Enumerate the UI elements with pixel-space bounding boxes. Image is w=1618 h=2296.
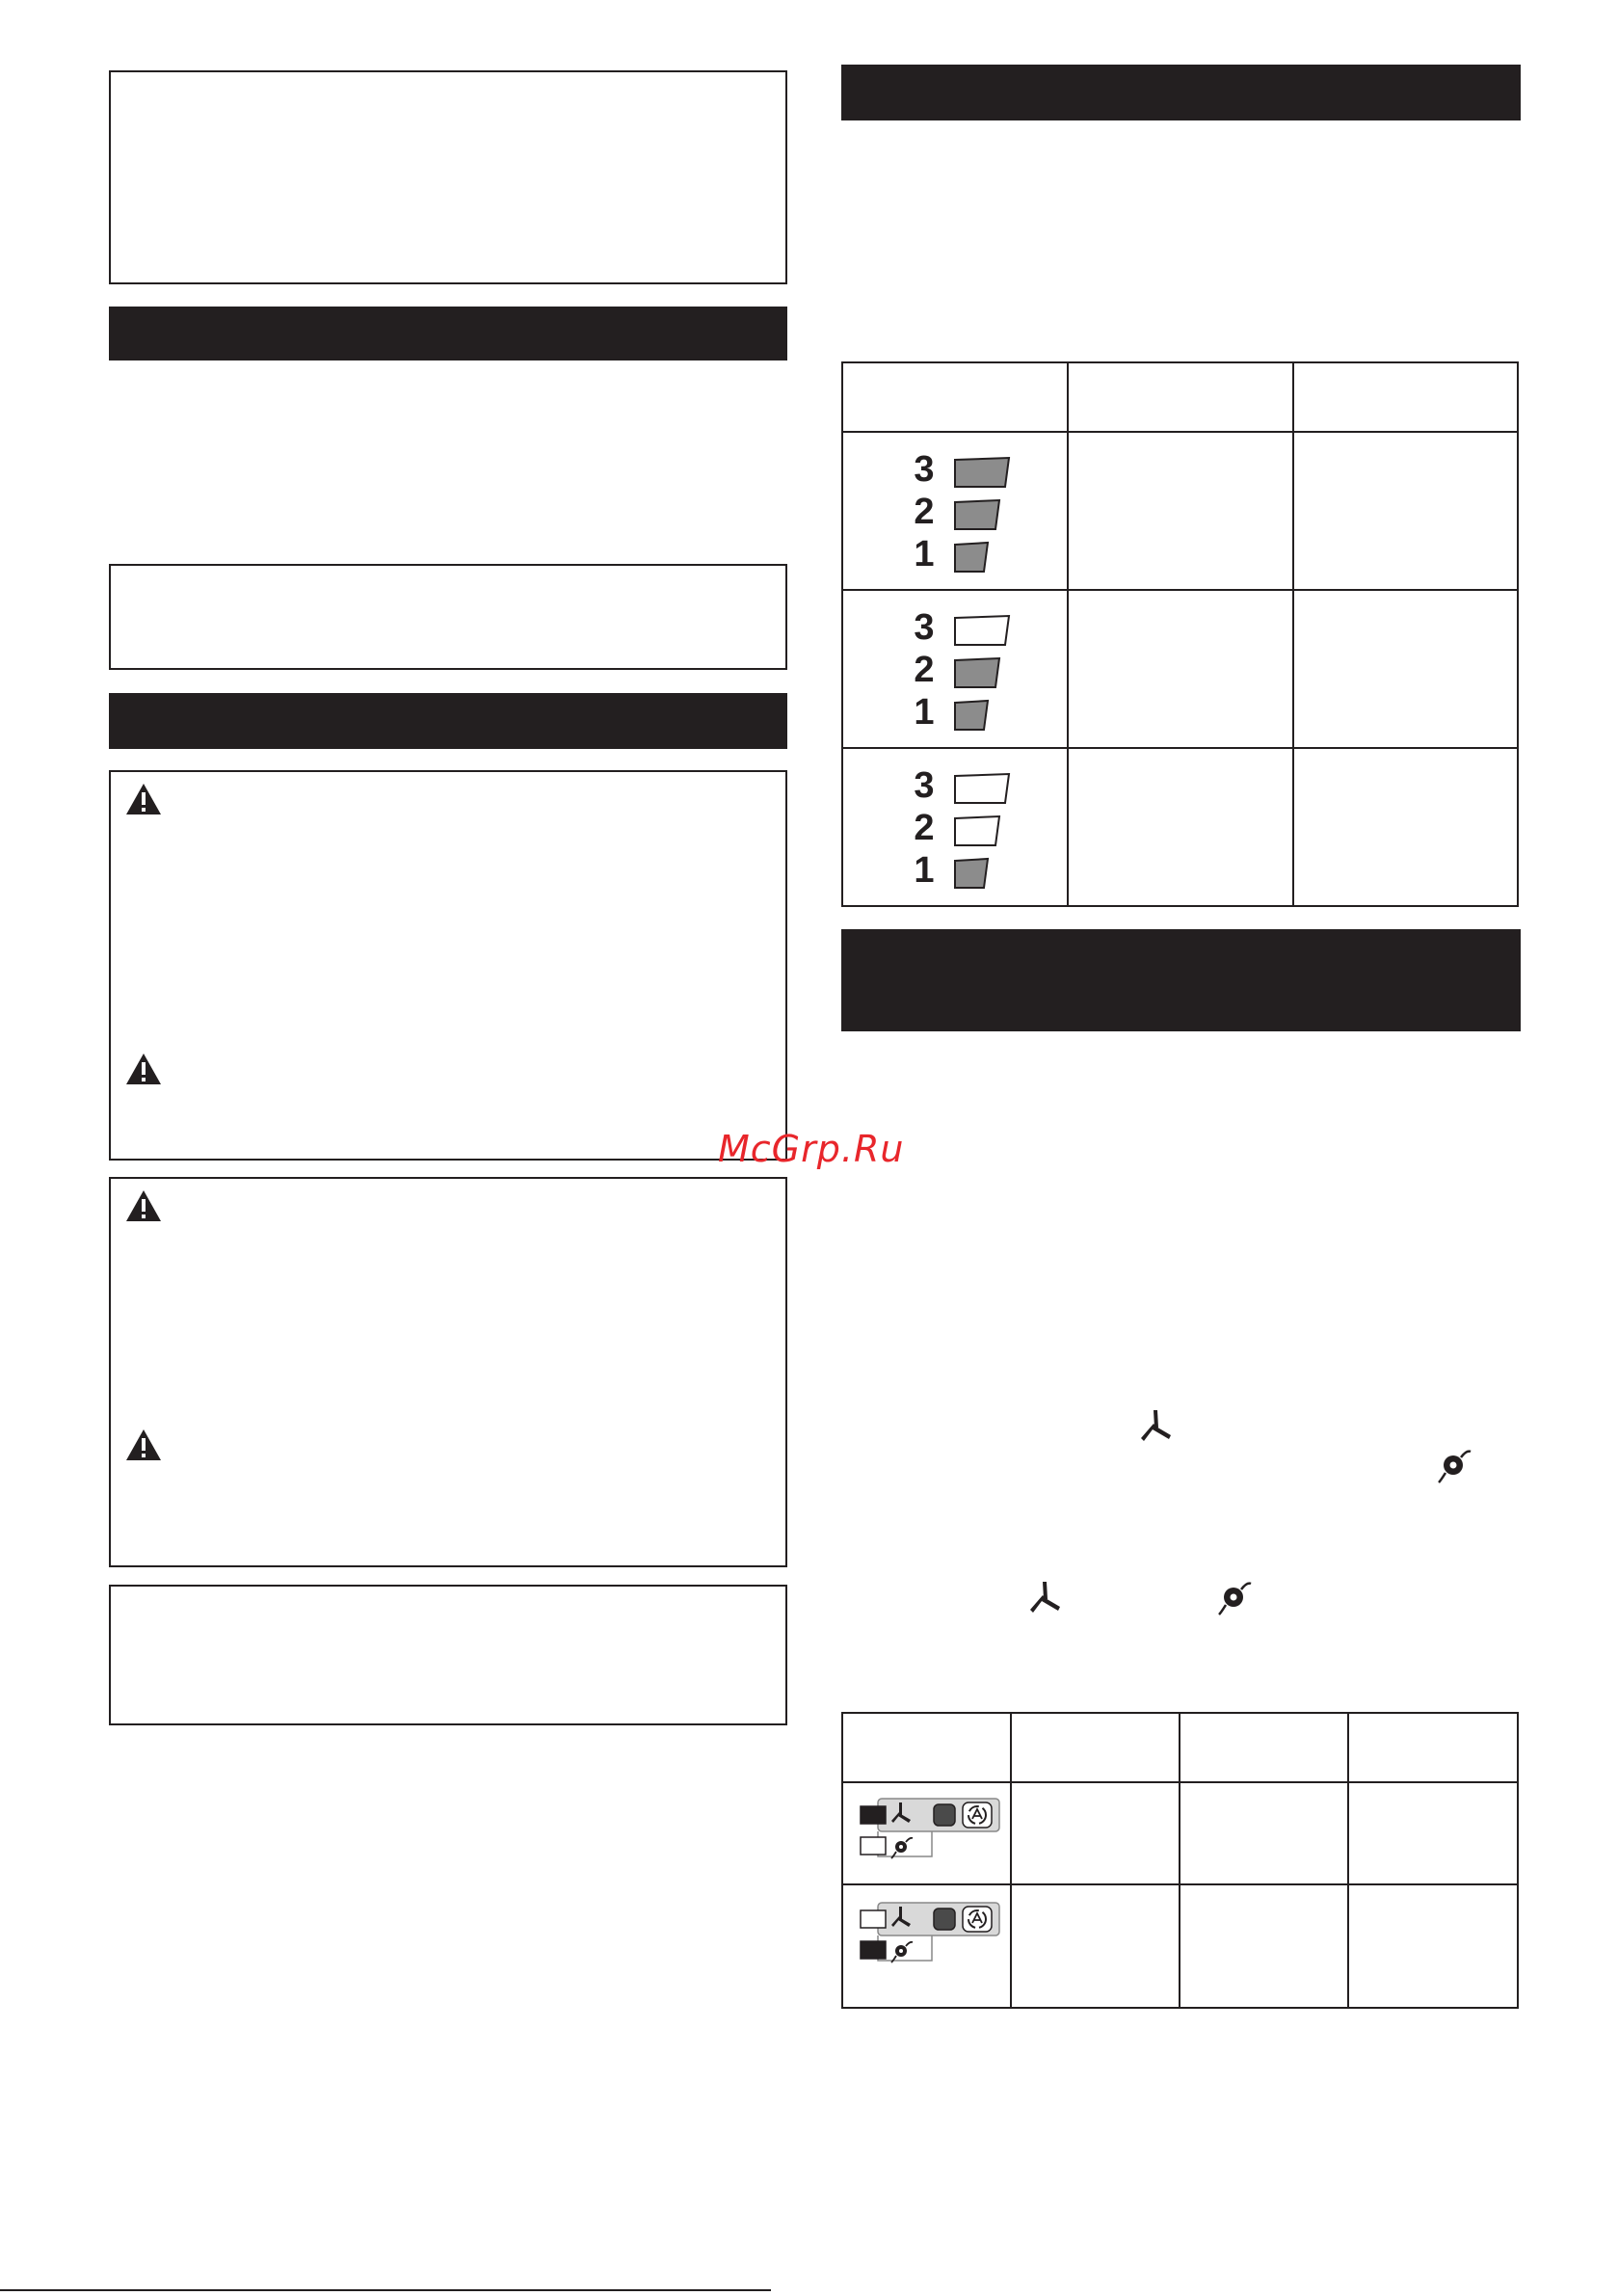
level-number: 1 xyxy=(914,534,935,574)
battery-level-row xyxy=(911,809,997,851)
battery-level-indicator xyxy=(953,772,1011,805)
battery-level-row xyxy=(911,851,997,894)
three-blade-icon xyxy=(1140,1408,1173,1445)
battery-capacity-table xyxy=(841,361,1519,907)
battery-level-row xyxy=(911,766,997,809)
level-number: 3 xyxy=(914,449,935,490)
table-cell xyxy=(1010,1883,1180,2009)
mode-panel-diagram xyxy=(857,1795,1001,1864)
table-cell xyxy=(1292,589,1519,749)
cord-mode-lamp xyxy=(861,1941,886,1959)
battery-indicator-group xyxy=(911,608,997,735)
table-header-cell xyxy=(1179,1712,1349,1783)
battery-level-row xyxy=(911,493,997,535)
nylon-cord-head-icon xyxy=(891,1838,913,1858)
auto-mode-icon xyxy=(963,1907,992,1932)
table-cell xyxy=(1010,1781,1180,1885)
table-cell xyxy=(1347,1781,1519,1885)
level-number: 2 xyxy=(914,492,935,532)
warning-box-1 xyxy=(109,770,787,1161)
table-header-cell xyxy=(841,1712,1012,1783)
battery-level-indicator xyxy=(953,541,990,574)
footer-rule xyxy=(0,2289,771,2291)
section-heading-bar-3 xyxy=(841,65,1521,120)
warning-triangle-icon xyxy=(124,1052,163,1086)
nylon-cord-head-icon xyxy=(1438,1446,1472,1484)
level-number: 3 xyxy=(914,765,935,806)
battery-level-indicator xyxy=(953,498,1001,531)
battery-level-indicator xyxy=(953,699,990,732)
mode-panel-diagram xyxy=(857,1899,1001,1968)
note-box-bottom xyxy=(109,1585,787,1725)
level-number: 2 xyxy=(914,808,935,848)
warning-box-2 xyxy=(109,1177,787,1567)
watermark: McGrp.Ru xyxy=(718,1128,905,1170)
level-number: 1 xyxy=(914,850,935,891)
table-cell xyxy=(1179,1781,1349,1885)
nylon-cord-head-icon xyxy=(1218,1578,1253,1616)
table-cell xyxy=(1347,1883,1519,2009)
blade-mode-lamp xyxy=(861,1910,886,1928)
battery-level-indicator xyxy=(953,456,1011,489)
battery-level-row xyxy=(911,450,997,493)
battery-level-row xyxy=(911,651,997,693)
table-header-cell xyxy=(1292,361,1519,433)
three-blade-icon xyxy=(1029,1580,1062,1616)
warning-triangle-icon xyxy=(124,1188,163,1223)
table-header-cell xyxy=(1067,361,1294,433)
table-cell xyxy=(1292,431,1519,591)
nylon-cord-head-icon xyxy=(891,1942,913,1962)
blade-mode-lamp xyxy=(861,1806,886,1824)
mode-table xyxy=(841,1712,1519,2009)
battery-level-indicator xyxy=(953,614,1011,647)
table-header-cell xyxy=(1347,1712,1519,1783)
section-heading-bar-4 xyxy=(841,929,1521,1031)
note-box-top xyxy=(109,70,787,284)
table-header-cell xyxy=(841,361,1069,433)
battery-level-indicator xyxy=(953,656,1001,689)
battery-level-row xyxy=(911,608,997,651)
battery-indicator-group xyxy=(911,450,997,577)
table-header-cell xyxy=(1010,1712,1180,1783)
battery-level-indicator xyxy=(953,857,990,890)
level-number: 2 xyxy=(914,650,935,690)
warning-triangle-icon xyxy=(124,1428,163,1462)
table-cell xyxy=(1067,431,1294,591)
battery-indicator-group xyxy=(911,766,997,894)
level-number: 1 xyxy=(914,692,935,733)
table-cell xyxy=(1292,747,1519,907)
battery-level-row xyxy=(911,693,997,735)
section-heading-bar-2 xyxy=(109,693,787,749)
battery-level-row xyxy=(911,535,997,577)
table-cell xyxy=(1067,589,1294,749)
table-cell xyxy=(1067,747,1294,907)
section-heading-bar-1 xyxy=(109,307,787,360)
cord-mode-lamp xyxy=(861,1837,886,1855)
table-cell xyxy=(1179,1883,1349,2009)
level-number: 3 xyxy=(914,607,935,648)
power-button xyxy=(934,1909,955,1930)
note-box-middle xyxy=(109,564,787,670)
power-button xyxy=(934,1804,955,1826)
auto-mode-icon xyxy=(963,1802,992,1828)
battery-level-indicator xyxy=(953,814,1001,847)
warning-triangle-icon xyxy=(124,782,163,816)
